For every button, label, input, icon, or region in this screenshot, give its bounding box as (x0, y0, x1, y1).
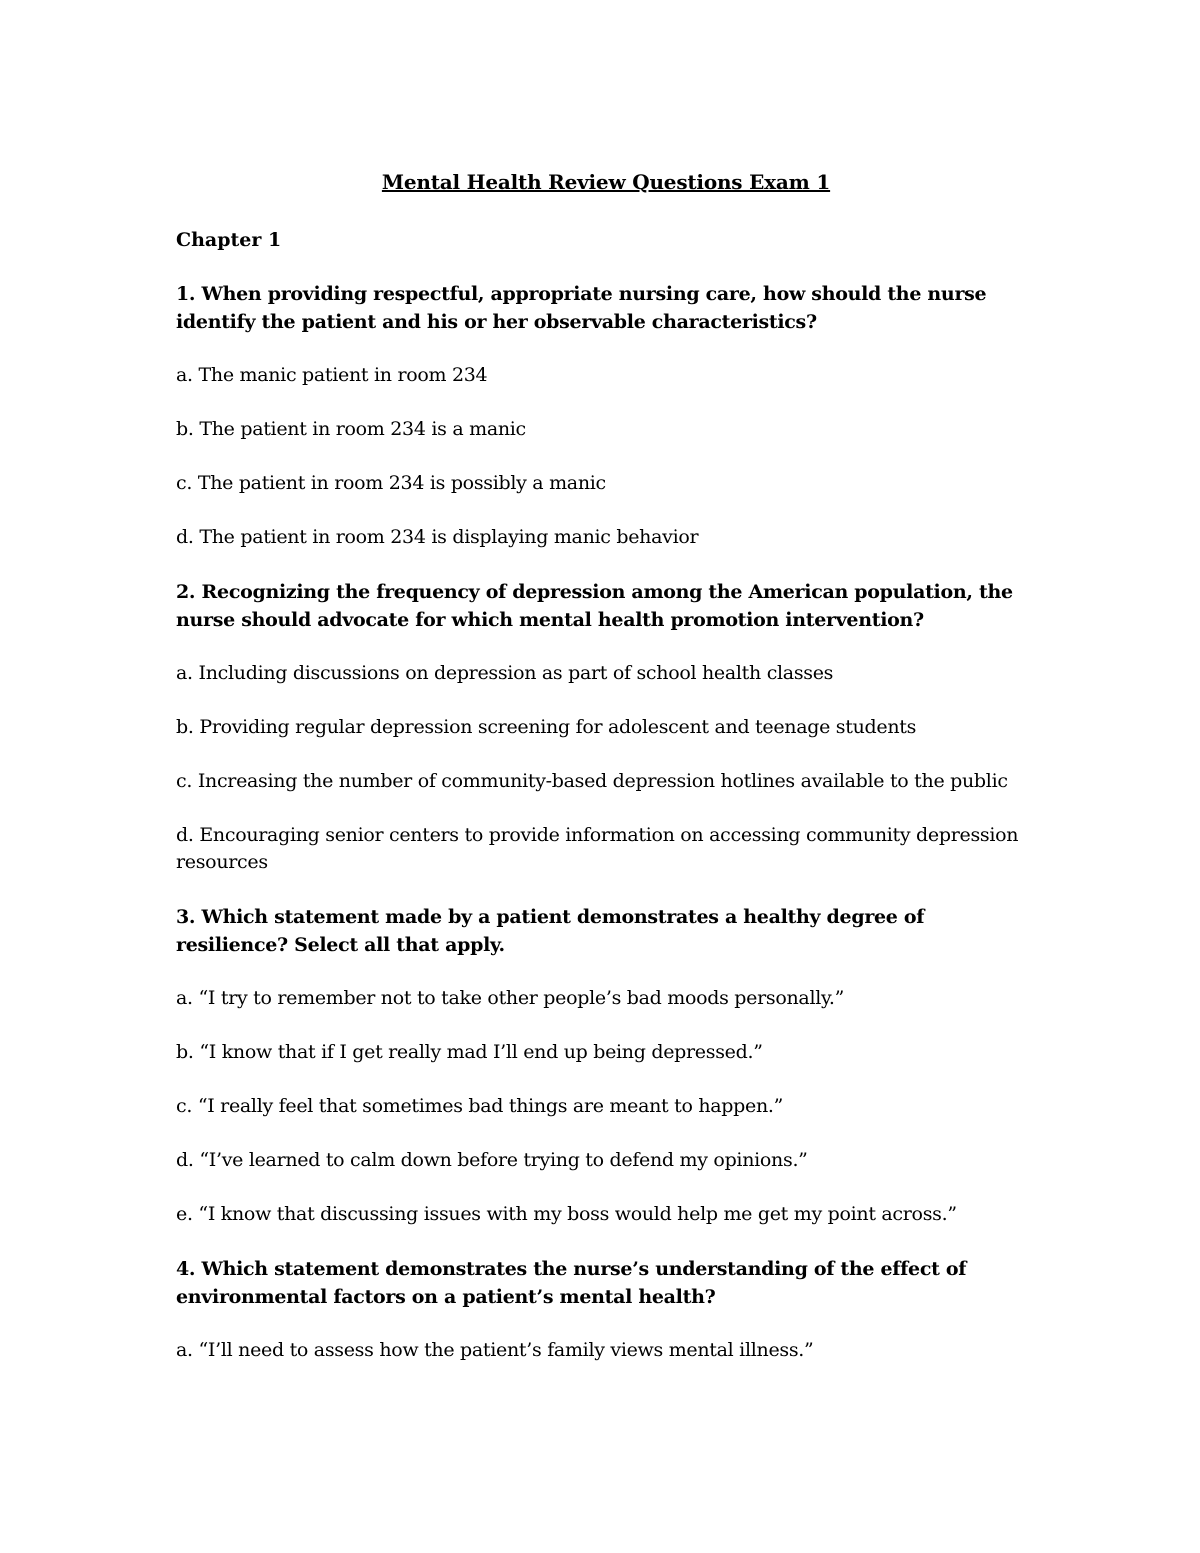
answer-option: c. “I really feel that sometimes bad things are meant to happen.” (176, 1095, 784, 1117)
answer-option: c. Increasing the number of community-based depression hotlines available to the public (176, 770, 1008, 792)
question-block-2 (176, 578, 1036, 876)
document-title: Mental Health Review Questions Exam 1 (381, 170, 831, 194)
answer-option: a. “I’ll need to assess how the patient’s family views mental illness.” (176, 1339, 814, 1361)
answer-option: a. Including discussions on depression as part of school health classes (176, 662, 834, 684)
answer-option: d. “I’ve learned to calm down before trying to defend my opinions.” (176, 1149, 808, 1171)
answer-option: b. Providing regular depression screening for adolescent and teenage students (176, 716, 917, 738)
question-block-4 (176, 1255, 1036, 1364)
answer-option: e. “I know that discussing issues with my boss would help me get my point across.” (176, 1203, 957, 1225)
answer-option: d. The patient in room 234 is displaying manic behavior (176, 526, 699, 548)
answer-option: a. The manic patient in room 234 (176, 364, 488, 386)
question-text: 4. Which statement demonstrates the nurse’s understanding of the effect of environmental factors on a patient’s mental health? (176, 1258, 967, 1308)
answer-option: b. The patient in room 234 is a manic (176, 418, 526, 440)
answer-option: d. Encouraging senior centers to provide information on accessing community depression resources (176, 824, 1019, 873)
question-text: 2. Recognizing the frequency of depression among the American population, the nurse should advocate for which mental health promotion intervention? (176, 581, 1013, 631)
answer-option: a. “I try to remember not to take other people’s bad moods personally.” (176, 987, 845, 1009)
question-block-1 (176, 280, 1036, 551)
question-text: 3. Which statement made by a patient demonstrates a healthy degree of resilience? Select all that apply. (176, 906, 925, 956)
question-block-3 (176, 903, 1036, 1228)
chapter-heading: Chapter 1 (176, 229, 282, 251)
document-page (176, 168, 1036, 1391)
answer-option: b. “I know that if I get really mad I’ll end up being depressed.” (176, 1041, 763, 1063)
question-text: 1. When providing respectful, appropriate nursing care, how should the nurse identify the patient and his or her observable characteristics? (176, 283, 987, 333)
answer-option: c. The patient in room 234 is possibly a manic (176, 472, 606, 494)
